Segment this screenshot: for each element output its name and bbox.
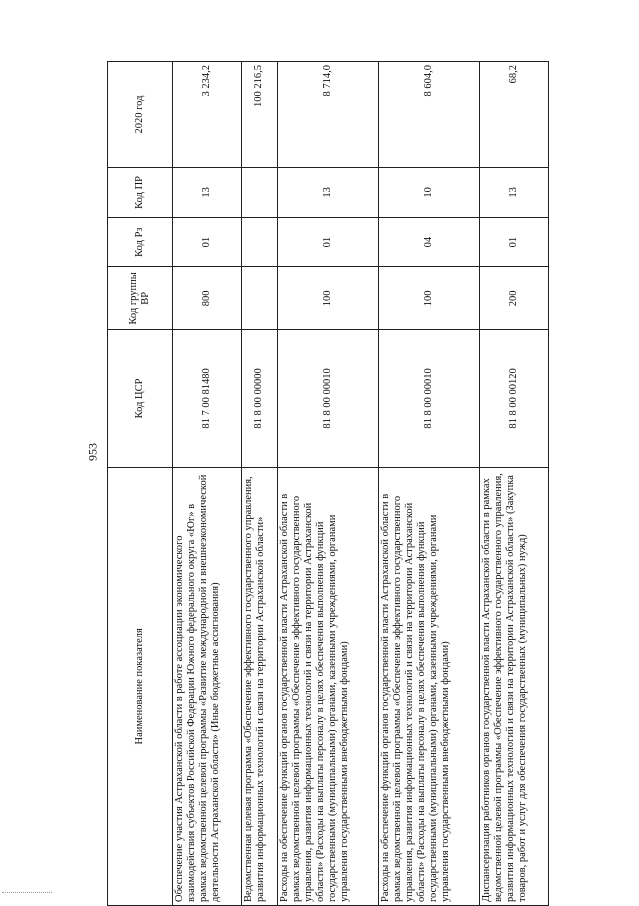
- row-rz: 04: [379, 217, 480, 267]
- header-pr: Код ПР: [108, 168, 173, 218]
- row-name: Расходы на обеспечение функций органов государственной власти Астраханской области в рамках ведомственной целевой программы «Обеспечение эффективного государственного управления, развития информационных технологий и связи на территории Астраханской области» (Расходы на выплаты персоналу в целях обеспечения выполнения функций государственными (муниципальными) органами, казенными учреждениями, органами управления государственными внебюджетными фондами): [278, 467, 379, 905]
- page-number: 953: [85, 443, 100, 461]
- row-rz: 01: [480, 217, 549, 267]
- row-pr: 10: [379, 168, 480, 218]
- table-row: [173, 62, 242, 906]
- row-name: Обеспечение участия Астраханской области в работе ассоциации экономического взаимодействия субъектов Российской Федерации Южного федерального округа «Юг» в рамках ведомственной целевой программы «Развитие международной и внешнеэкономической деятельности Астраханской области» (Иные бюджетные ассигнования): [173, 467, 242, 905]
- row-pr: [241, 168, 277, 218]
- scan-artifact: [2, 892, 52, 896]
- row-vr: 800: [173, 267, 242, 330]
- header-rz: Код Рз: [108, 217, 173, 267]
- row-name: Диспансеризация работников органов государственной власти Астраханской области в рамках ведомственной целевой программы «Обеспечение эффективного государственного управления, развития информационных технологий и связи на территории Астраханской области» (Закупка товаров, работ и услуг для обеспечения государственных (муниципальных) нужд): [480, 467, 549, 905]
- row-amount: 68,2: [480, 62, 549, 168]
- row-rz: 01: [173, 217, 242, 267]
- table-row: [379, 62, 480, 906]
- row-rz: 01: [278, 217, 379, 267]
- row-csr: 81 8 00 00000: [241, 330, 277, 467]
- row-amount: 100 216,5: [241, 62, 277, 168]
- header-name: Наименование показателя: [108, 467, 173, 905]
- row-pr: 13: [480, 168, 549, 218]
- row-vr: [241, 267, 277, 330]
- row-amount: 8 604,0: [379, 62, 480, 168]
- row-csr: 81 8 00 00120: [480, 330, 549, 467]
- row-vr: 100: [278, 267, 379, 330]
- row-amount: 8 714,0: [278, 62, 379, 168]
- row-rz: [241, 217, 277, 267]
- table-row: [480, 62, 549, 906]
- table-row: [241, 62, 277, 906]
- header-csr: Код ЦСР: [108, 330, 173, 467]
- budget-table: [107, 61, 549, 906]
- row-csr: 81 8 00 00010: [379, 330, 480, 467]
- row-csr: 81 8 00 00010: [278, 330, 379, 467]
- header-vr: Код группы ВР: [108, 267, 173, 330]
- row-csr: 81 7 00 81480: [173, 330, 242, 467]
- rotated-table-container: [107, 61, 549, 906]
- row-name: Ведомственная целевая программа «Обеспечение эффективного государственного управления, развития информационных технологий и связи на территории Астраханской области»: [241, 467, 277, 905]
- row-vr: 100: [379, 267, 480, 330]
- table-row: [278, 62, 379, 906]
- row-amount: 3 234,2: [173, 62, 242, 168]
- row-vr: 200: [480, 267, 549, 330]
- row-pr: 13: [278, 168, 379, 218]
- row-pr: 13: [173, 168, 242, 218]
- row-name: Расходы на обеспечение функций органов государственной власти Астраханской области в рамках ведомственной целевой программы «Обеспечение эффективного государственного управления, развития информационных технологий и связи на территории Астраханской области» (Расходы на выплаты персоналу в целях обеспечения выполнения функций государственными (муниципальными) органами, казенными учреждениями, органами управления государственными внебюджетными фондами): [379, 467, 480, 905]
- table-header-row: [108, 62, 173, 906]
- header-year: 2020 год: [108, 62, 173, 168]
